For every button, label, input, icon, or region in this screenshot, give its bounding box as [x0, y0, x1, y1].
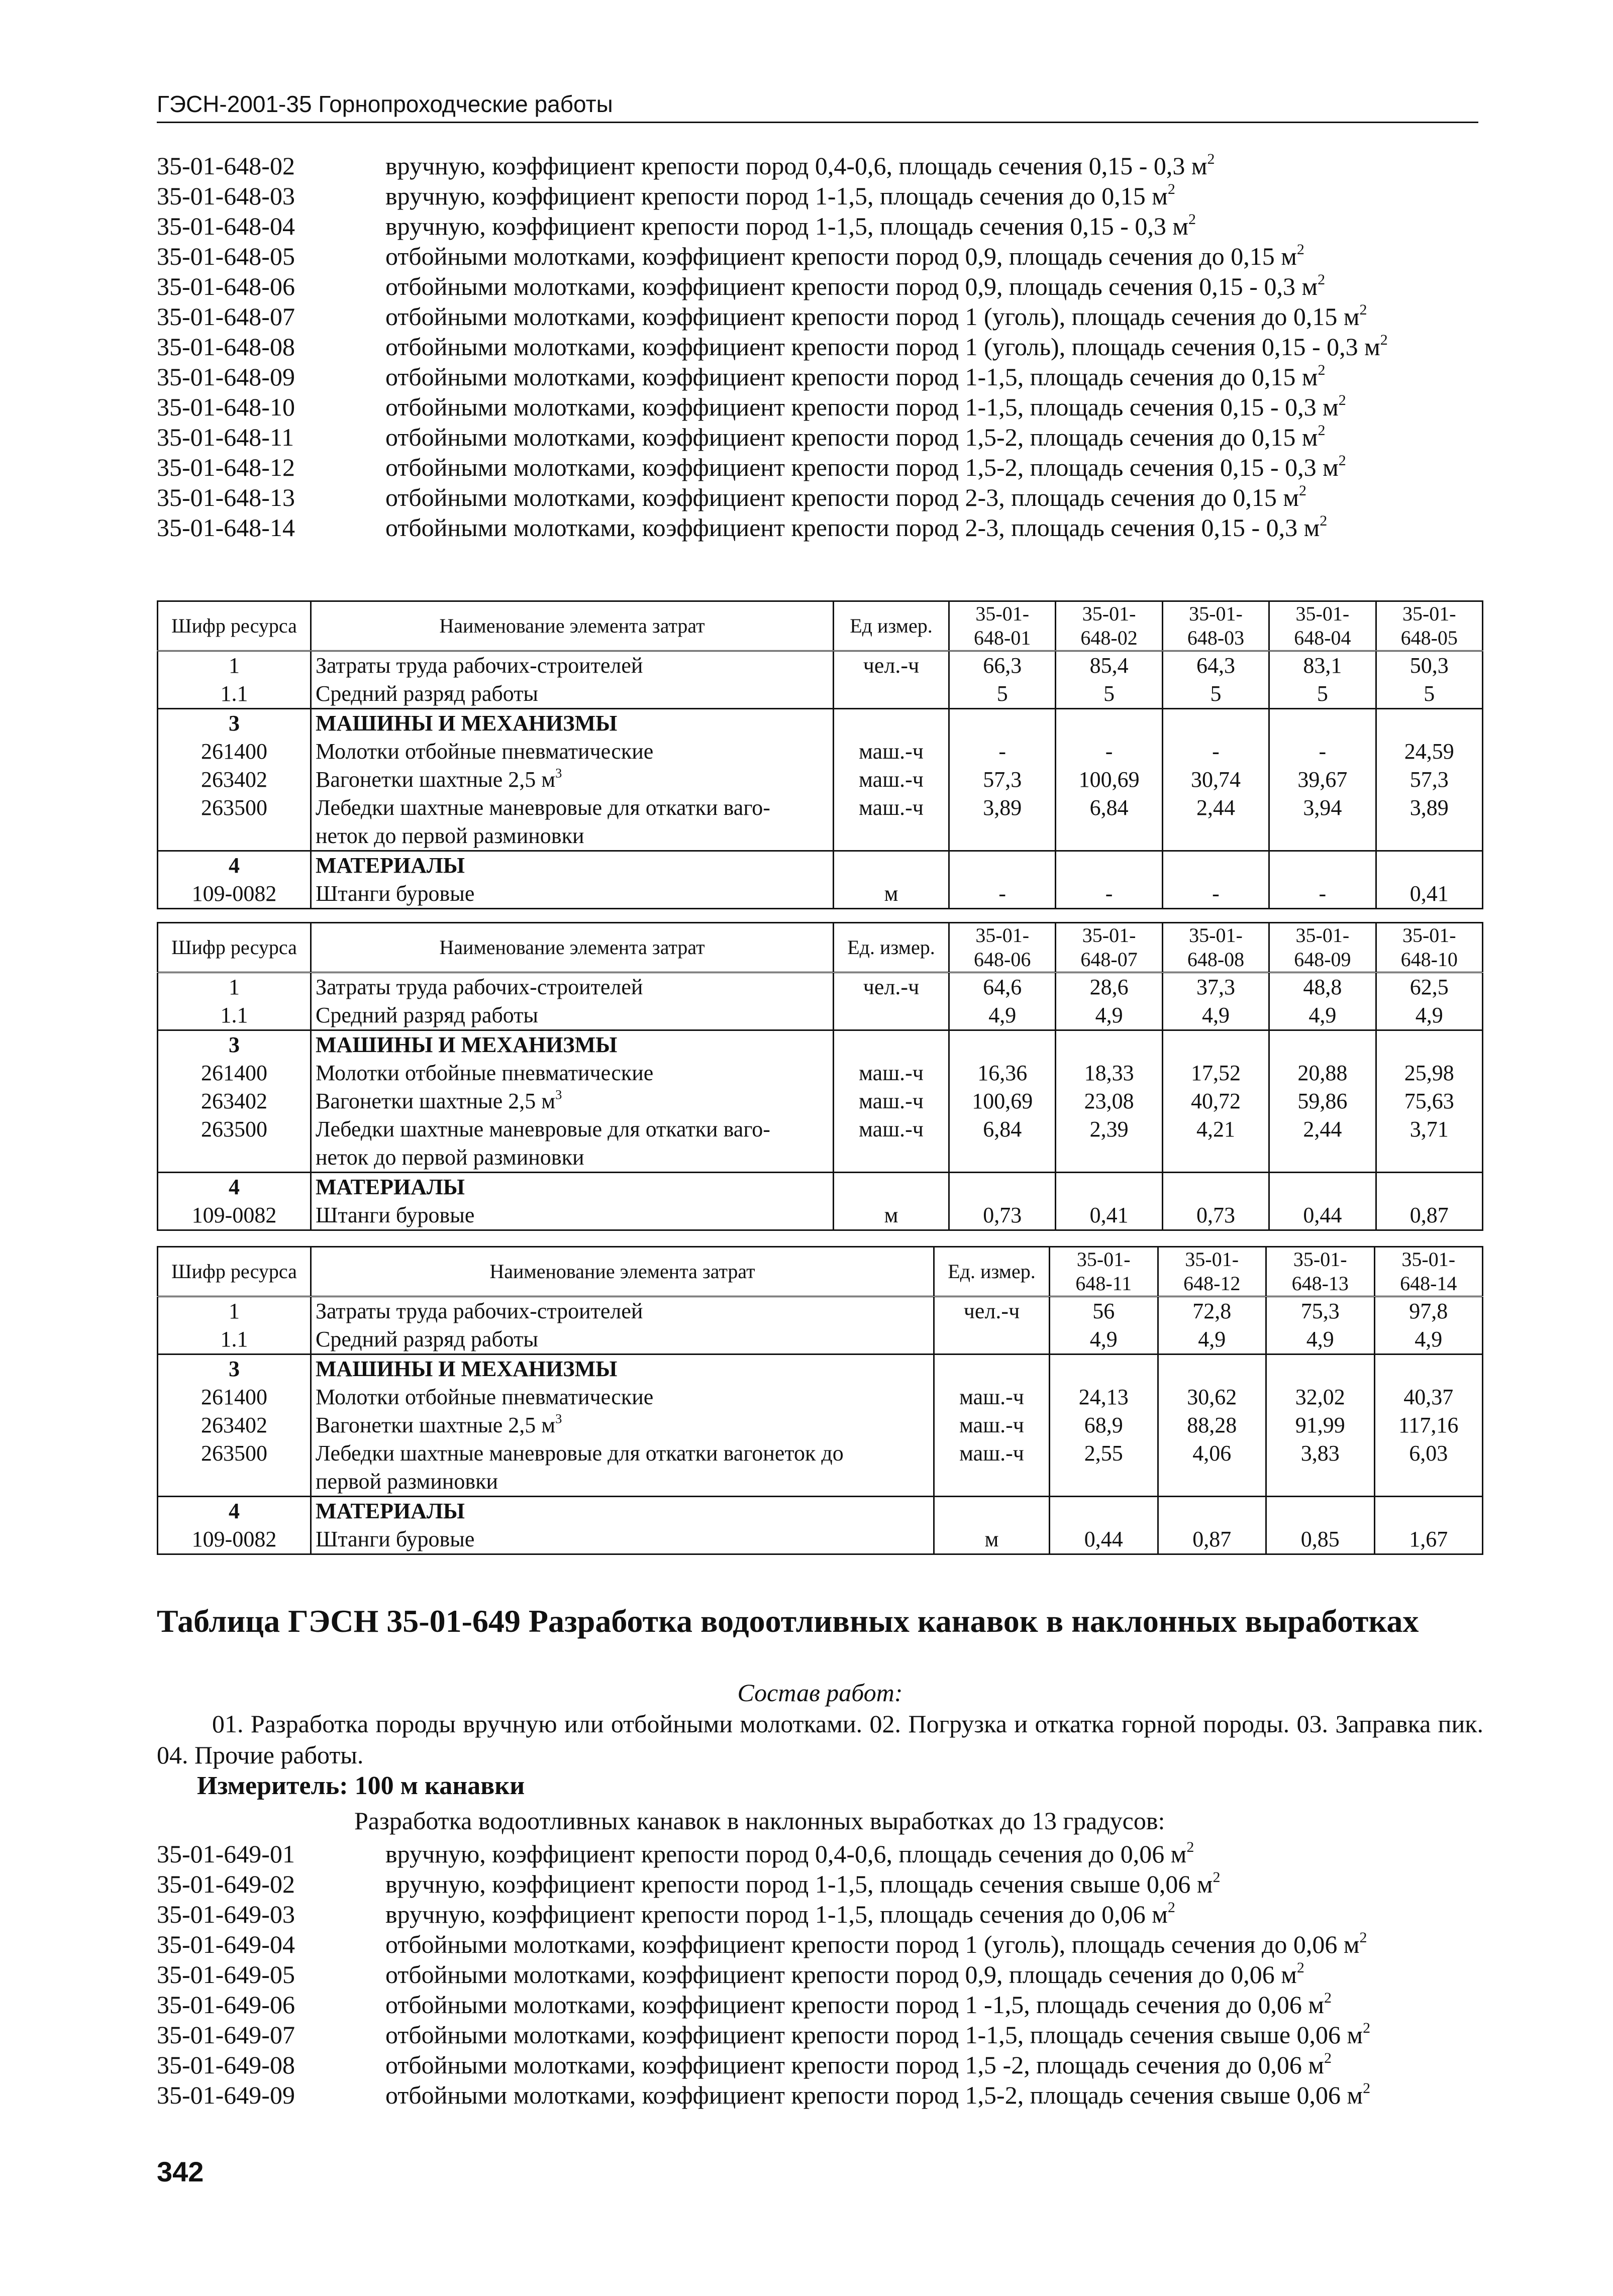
- col-header-norm: 35-01- 648-07: [1056, 923, 1162, 973]
- item-desc: отбойными молотками, коэффициент крепости пород 1 -1,5, площадь сечения до 0,06 $м^2$: [385, 1990, 1332, 2019]
- list-item: [157, 1929, 1483, 1959]
- col-header-unit: Ед измер.: [834, 601, 949, 651]
- col-header-norm: 35-01- 648-06: [949, 923, 1056, 973]
- item-code: 35-01-648-07: [157, 302, 295, 331]
- item-desc: отбойными молотками, коэффициент крепости пород 1,5 -2, площадь сечения до 0,06 $м^2$: [385, 2050, 1332, 2079]
- item-code: 35-01-649-05: [157, 1960, 295, 1989]
- table-row: 261400 Молотки отбойные пневматические маш.-ч - - - - 24,59: [158, 738, 1483, 766]
- item-desc: вручную, коэффициент крепости пород 1-1,5, площадь сечения до 0,06 $м^2$: [385, 1899, 1175, 1928]
- list-item: [157, 1959, 1483, 1990]
- col-header-norm: 35-01- 648-04: [1269, 601, 1376, 651]
- item-desc: отбойными молотками, коэффициент крепости пород 2-3, площадь сечения до 0,15 $м^2$: [385, 482, 1307, 511]
- item-code: 35-01-648-10: [157, 393, 295, 421]
- item-code: 35-01-648-03: [157, 182, 295, 210]
- item-code: 35-01-648-02: [157, 152, 295, 180]
- item-desc: отбойными молотками, коэффициент крепости пород 1 (уголь), площадь сечения до 0,06 $м^2$: [385, 1929, 1367, 1958]
- list-item: [157, 2050, 1483, 2080]
- table-row: 109-0082 Штанги буровые м 0,44 0,87 0,85 1,67: [158, 1525, 1483, 1554]
- table-row: 1 Затраты труда рабочих-строителей чел.-ч 56 72,8 75,3 97,8: [158, 1297, 1483, 1326]
- item-code: 35-01-648-12: [157, 453, 295, 481]
- col-header-norm: 35-01- 648-12: [1158, 1247, 1266, 1297]
- table-row: 4 МАТЕРИАЛЫ: [158, 1497, 1483, 1526]
- list-item: [157, 2080, 1483, 2110]
- list-item: [157, 1869, 1483, 1899]
- table-row: 109-0082 Штанги буровые м 0,73 0,41 0,73 0,44 0,87: [158, 1201, 1483, 1230]
- list-item: [157, 512, 1483, 543]
- item-desc: вручную, коэффициент крепости пород 0,4-0,6, площадь сечения 0,15 - 0,3 $м^2$: [385, 151, 1215, 180]
- table-row: 1 Затраты труда рабочих-строителей чел.-ч 66,3 85,4 64,3 83,1 50,3: [158, 651, 1483, 680]
- item-desc: отбойными молотками, коэффициент крепости пород 1-1,5, площадь сечения 0,15 - 0,3 $м^2$: [385, 392, 1346, 421]
- col-header-norm: 35-01- 648-09: [1269, 923, 1376, 973]
- item-desc: отбойными молотками, коэффициент крепости пород 1 (уголь), площадь сечения 0,15 - 0,3 $м^2$: [385, 332, 1388, 361]
- item-desc: отбойными молотками, коэффициент крепости пород 1,5-2, площадь сечения 0,15 - 0,3 $м^2$: [385, 452, 1346, 481]
- table-row: 3 МАШИНЫ И МЕХАНИЗМЫ: [158, 709, 1483, 738]
- item-code: 35-01-648-14: [157, 513, 295, 542]
- item-desc: вручную, коэффициент крепости пород 1-1,5, площадь сечения 0,15 - 0,3 $м^2$: [385, 211, 1196, 240]
- item-code: 35-01-648-08: [157, 333, 295, 361]
- resource-table-1: [157, 600, 1483, 909]
- item-desc: отбойными молотками, коэффициент крепости пород 1,5-2, площадь сечения до 0,15 $м^2$: [385, 422, 1326, 451]
- item-code: 35-01-648-06: [157, 272, 295, 300]
- list-item: [157, 482, 1483, 512]
- item-code: 35-01-648-05: [157, 242, 295, 270]
- col-header-norm: 35-01- 648-13: [1266, 1247, 1375, 1297]
- item-desc: отбойными молотками, коэффициент крепости пород 0,9, площадь сечения 0,15 - 0,3 $м^2$: [385, 271, 1326, 300]
- work-composition-label: Состав работ:: [737, 1679, 903, 1707]
- code-list-648: [157, 151, 1483, 543]
- list-item: [157, 452, 1483, 482]
- list-item: [157, 1899, 1483, 1929]
- item-code: 35-01-648-09: [157, 363, 295, 391]
- item-desc: отбойными молотками, коэффициент крепости пород 0,9, площадь сечения до 0,15 $м^2$: [385, 241, 1304, 270]
- col-header-norm: 35-01- 648-14: [1374, 1247, 1483, 1297]
- code-list-649: [157, 1839, 1483, 2110]
- col-header-resource: Шифр ресурса: [158, 601, 311, 651]
- item-desc: отбойными молотками, коэффициент крепости пород 0,9, площадь сечения до 0,06 $м^2$: [385, 1959, 1304, 1989]
- list-item: [157, 241, 1483, 271]
- list-item: [157, 392, 1483, 422]
- subsection-heading: Разработка водоотливных канавок в наклонных выработках до 13 градусов:: [354, 1807, 1165, 1835]
- col-header-resource: Шифр ресурса: [158, 923, 311, 973]
- col-header-name: Наименование элемента затрат: [311, 601, 834, 651]
- col-header-norm: 35-01- 648-05: [1376, 601, 1482, 651]
- table-row: 4 МАТЕРИАЛЫ: [158, 1173, 1483, 1202]
- col-header-unit: Ед. измер.: [834, 923, 949, 973]
- col-header-name: Наименование элемента затрат: [311, 923, 834, 973]
- item-desc: вручную, коэффициент крепости пород 1-1,5, площадь сечения до 0,15 $м^2$: [385, 181, 1175, 210]
- item-desc: отбойными молотками, коэффициент крепости пород 1-1,5, площадь сечения свыше 0,06 $м^2$: [385, 2020, 1371, 2049]
- list-item: [157, 1839, 1483, 1869]
- item-code: 35-01-649-03: [157, 1900, 295, 1928]
- col-header-norm: 35-01- 648-02: [1056, 601, 1162, 651]
- item-code: 35-01-649-04: [157, 1930, 295, 1958]
- item-desc: вручную, коэффициент крепости пород 1-1,5, площадь сечения свыше 0,06 $м^2$: [385, 1869, 1221, 1898]
- table-row: 261400 Молотки отбойные пневматические маш.-ч 24,13 30,62 32,02 40,37: [158, 1383, 1483, 1411]
- item-desc: вручную, коэффициент крепости пород 0,4-0,6, площадь сечения до 0,06 $м^2$: [385, 1839, 1194, 1868]
- col-header-name: Наименование элемента затрат: [311, 1247, 934, 1297]
- col-header-resource: Шифр ресурса: [158, 1247, 311, 1297]
- item-code: 35-01-648-11: [157, 423, 294, 451]
- table-row: 109-0082 Штанги буровые м - - - - 0,41: [158, 880, 1483, 909]
- col-header-unit: Ед. измер.: [934, 1247, 1050, 1297]
- item-code: 35-01-648-13: [157, 483, 295, 511]
- item-desc: отбойными молотками, коэффициент крепости пород 1,5-2, площадь сечения свыше 0,06 $м^2$: [385, 2080, 1371, 2109]
- table-row: 263402 Вагонетки шахтные 2,5 $м^3$ маш.-ч 57,3 100,69 30,74 39,67 57,3: [158, 766, 1483, 794]
- list-item: [157, 422, 1483, 452]
- item-code: 35-01-649-06: [157, 1991, 295, 2019]
- table-row: 1.1 Средний разряд работы 5 5 5 5 5: [158, 680, 1483, 709]
- table-row: 263402 Вагонетки шахтные 2,5 $м^3$ маш.-ч 100,69 23,08 40,72 59,86 75,63: [158, 1087, 1483, 1115]
- table-row: 263500 Лебедки шахтные маневровые для откатки ваго- неток до первой разминовки маш.-ч 6,84 2,39 4,21 2,44 3,71: [158, 1115, 1483, 1173]
- section-title: Таблица ГЭСН 35-01-649 Разработка водоотливных канавок в наклонных выработках: [157, 1603, 1419, 1639]
- table-row: 263500 Лебедки шахтные маневровые для откатки ваго- неток до первой разминовки маш.-ч 3,89 6,84 2,44 3,94 3,89: [158, 794, 1483, 851]
- resource-table-2: [157, 922, 1483, 1231]
- col-header-norm: 35-01- 648-03: [1162, 601, 1269, 651]
- table-row: 263402 Вагонетки шахтные 2,5 $м^3$ маш.-ч 68,9 88,28 91,99 117,16: [158, 1411, 1483, 1439]
- list-item: [157, 332, 1483, 362]
- unit-of-measure: Измеритель: 100 м канавки: [197, 1771, 525, 1800]
- list-item: [157, 151, 1483, 181]
- running-header: ГЭСН-2001-35 Горнопроходческие работы: [157, 90, 1478, 123]
- table-row: 1.1 Средний разряд работы 4,9 4,9 4,9 4,9: [158, 1325, 1483, 1354]
- table-row: 3 МАШИНЫ И МЕХАНИЗМЫ: [158, 1354, 1483, 1384]
- item-code: 35-01-649-08: [157, 2051, 295, 2079]
- item-desc: отбойными молотками, коэффициент крепости пород 1 (уголь), площадь сечения до 0,15 $м^2$: [385, 301, 1367, 331]
- item-desc: отбойными молотками, коэффициент крепости пород 2-3, площадь сечения 0,15 - 0,3 $м^2$: [385, 512, 1328, 542]
- resource-table-3: [157, 1246, 1483, 1555]
- list-item: [157, 2020, 1483, 2050]
- work-composition-text: 01. Разработка породы вручную или отбойными молотками. 02. Погрузка и откатка горной породы. 03. Заправка пик. 04. Прочие работы.: [157, 1710, 1483, 1769]
- item-code: 35-01-649-01: [157, 1840, 295, 1868]
- item-code: 35-01-648-04: [157, 212, 295, 240]
- list-item: [157, 181, 1483, 211]
- item-code: 35-01-649-07: [157, 2021, 295, 2049]
- item-desc: отбойными молотками, коэффициент крепости пород 1-1,5, площадь сечения до 0,15 $м^2$: [385, 362, 1326, 391]
- col-header-norm: 35-01- 648-08: [1162, 923, 1269, 973]
- list-item: [157, 211, 1483, 241]
- list-item: [157, 271, 1483, 301]
- page-number: 342: [157, 2156, 204, 2187]
- list-item: [157, 301, 1483, 332]
- table-row: 261400 Молотки отбойные пневматические маш.-ч 16,36 18,33 17,52 20,88 25,98: [158, 1059, 1483, 1087]
- col-header-norm: 35-01- 648-01: [949, 601, 1056, 651]
- col-header-norm: 35-01- 648-11: [1050, 1247, 1158, 1297]
- list-item: [157, 362, 1483, 392]
- table-row: 1 Затраты труда рабочих-строителей чел.-ч 64,6 28,6 37,3 48,8 62,5: [158, 973, 1483, 1002]
- table-row: 1.1 Средний разряд работы 4,9 4,9 4,9 4,9 4,9: [158, 1001, 1483, 1030]
- item-code: 35-01-649-02: [157, 1870, 295, 1898]
- list-item: [157, 1990, 1483, 2020]
- table-row: 3 МАШИНЫ И МЕХАНИЗМЫ: [158, 1030, 1483, 1060]
- table-row: 263500 Лебедки шахтные маневровые для откатки вагонеток до первой разминовки маш.-ч 2,55 4,06 3,83 6,03: [158, 1439, 1483, 1497]
- col-header-norm: 35-01- 648-10: [1376, 923, 1482, 973]
- table-row: 4 МАТЕРИАЛЫ: [158, 851, 1483, 880]
- item-code: 35-01-649-09: [157, 2081, 295, 2109]
